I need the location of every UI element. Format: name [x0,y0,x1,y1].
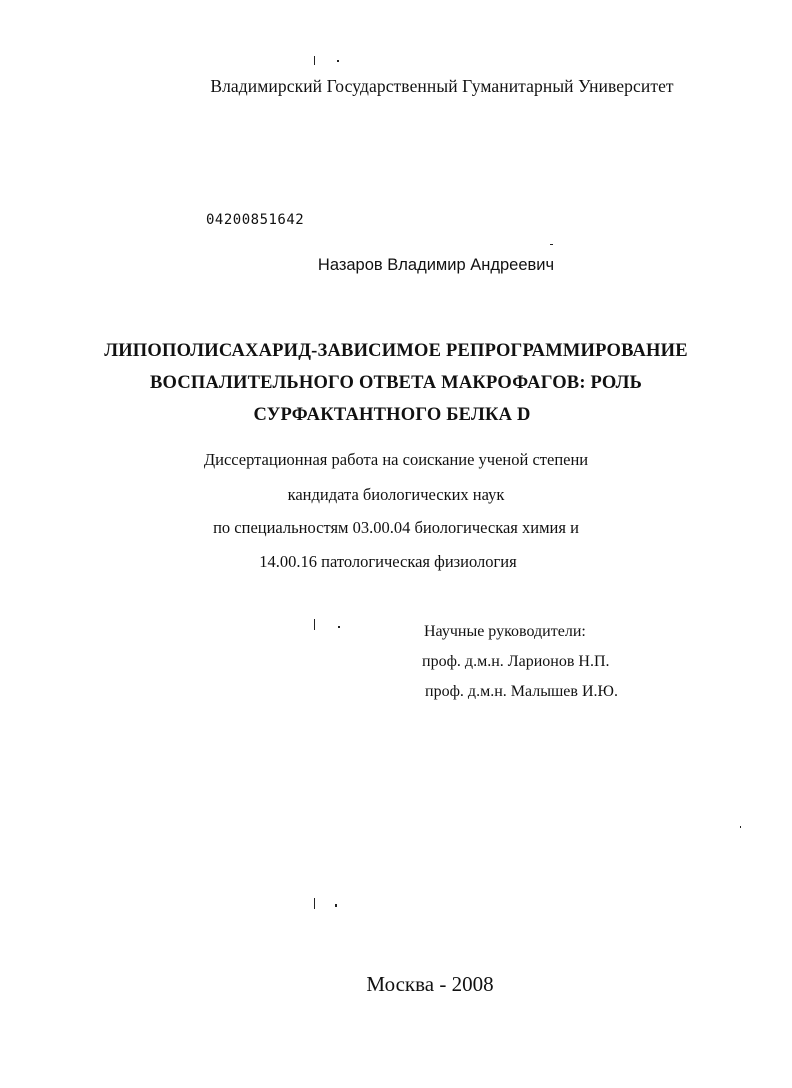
title-line-2: ВОСПАЛИТЕЛЬНОГО ОТВЕТА МАКРОФАГОВ: РОЛЬ [149,373,643,393]
description-line-2: кандидата биологических наук [287,485,505,504]
scan-mark [314,898,315,909]
supervisors-heading: Научные руководители: [424,623,586,640]
title-line-1: ЛИПОПОЛИСАХАРИД-ЗАВИСИМОЕ РЕПРОГРАММИРОВАНИЕ [104,341,688,361]
supervisor-second: проф. д.м.н. Малышев И.Ю. [425,683,618,700]
description-line-1: Диссертационная работа на соискание ученой степени [203,450,589,469]
university-name: Владимирский Государственный Гуманитарный Университет [210,76,674,96]
scan-mark [314,619,315,630]
scan-mark [740,826,741,828]
title-line-3: СУРФАКТАНТНОГО БЕЛКА D [253,405,531,425]
scan-mark [338,626,340,628]
author-name: Назаров Владимир Андреевич [317,256,555,274]
description-line-4: 14.00.16 патологическая физиология [259,552,517,571]
scan-mark [550,244,553,245]
supervisor-first: проф. д.м.н. Ларионов Н.П. [422,653,610,670]
scan-mark [335,904,337,907]
document-code: 04200851642 [206,212,305,228]
description-line-3: по специальностям 03.00.04 биологическая химия и [213,518,579,537]
city-year: Москва - 2008 [366,972,494,996]
scan-mark [337,60,339,62]
supervisors-block [424,617,618,707]
scan-mark [314,56,315,65]
